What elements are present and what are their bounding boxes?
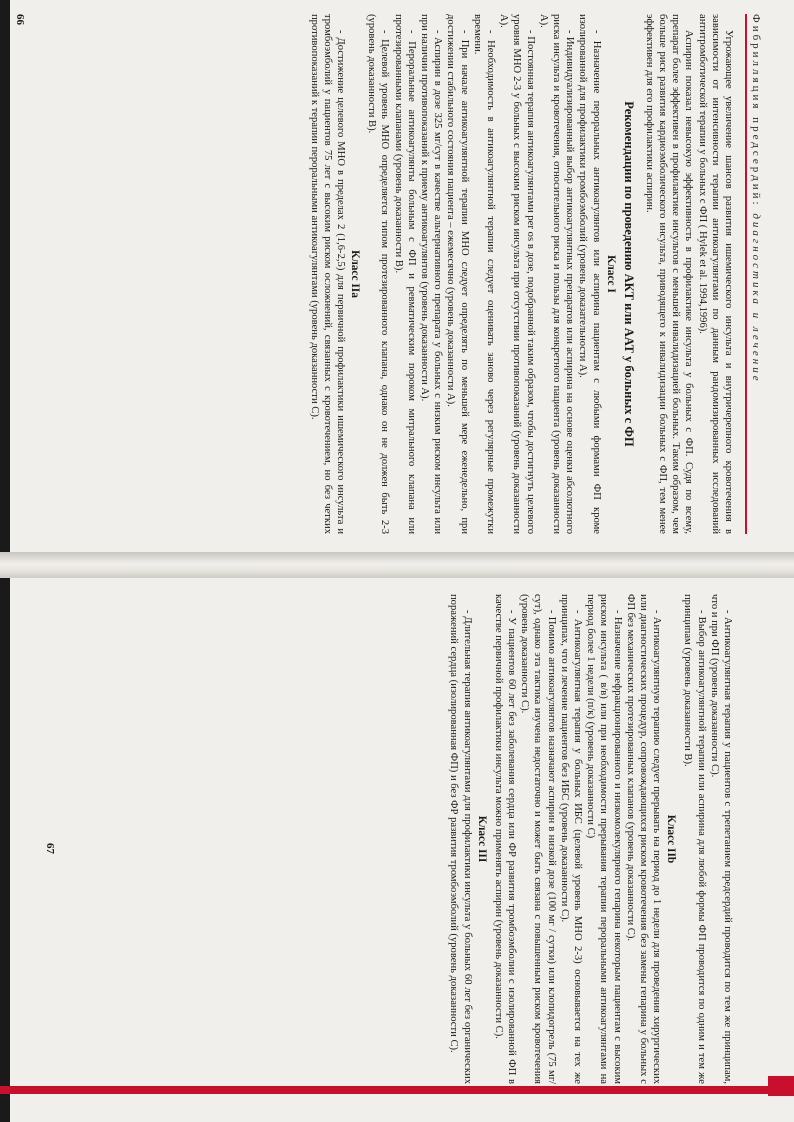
- page-number: 67: [44, 843, 56, 854]
- class-heading: Класс I: [604, 255, 617, 293]
- recommendation-item: - Пероральные антикоагулянты больным с ФП и ревматическим пороком митрального клапана или протезированными клапанами (уровень доказанности В).: [392, 14, 417, 534]
- paragraph: Угрожающее увеличение шансов развития ишемического инсульта и внутричерепного кровотечения в зависимости от интенсивности терапии антикоагулянтами по данным рандомизированных исследований антитромботической терапии у больных с ФП ( Hylek et al. 1994,1996).: [696, 14, 734, 534]
- recommendation-item: - Длительная терапия антикоагулянтами для профилактики инсульта у больных 60 лет без органических поражений сердца (изолированная ФП) и без ФР развития тромбоэмболий (уровень доказанности С).: [448, 594, 473, 1084]
- header-title: Фибрилляция предсердий:: [750, 14, 762, 208]
- class-heading: Класс IIb: [665, 814, 678, 864]
- class-heading: Класс IIa: [348, 250, 361, 298]
- recommendation-item: - Целевой уровень МНО определяется типом протезированного клапана, однако он не должен быть 2-3 (уровень доказанности В).: [366, 14, 391, 534]
- page-67-column: [44, 594, 734, 1084]
- page-number: 66: [14, 14, 26, 25]
- recommendation-item: - Назначение пероральных антикоагулянтов или аспирина пациентам с любыми формами ФП кроме изолированной для профилактики тромбоэмболий (уровень доказательности А).: [577, 14, 602, 534]
- recommendation-item: - Антикоагулянтную терапию следует прерывать на период до 1 недели для проведения хирургических или диагностических процедур, сопровождающихся риском кровотечения без замены гепарина у больных с ФП без механических протезированных клапанов (уровень доказанности С).: [624, 594, 663, 1084]
- recommendation-item: - Достижение целевого МНО в пределах 2 (1,6-2,5) для первичной профилактики ишемического инсульта и тромбоэмболий у пациентов 75 лет с высоким риском осложнений, связанных с кровотечением, но без четких противопоказаний к терапии пероральными антикоагулянтами (уровень доказанности С).: [308, 14, 346, 534]
- section-title: Рекомендации по проведению АКТ или ААТ у больных с ФП: [621, 101, 636, 447]
- book-gutter: [0, 552, 794, 578]
- recommendation-item: - Постоянная терапия антикоагулянтами per os в дозе, подобранной таким образом, чтобы достигнуть целевого уровня МНО 2-3 у больных с высоким риском инсульта при отсутствии противопоказаний (уровень доказанности А).: [498, 14, 536, 534]
- page-66-column: [14, 14, 762, 534]
- recommendation-item: - Антикоагулянтная терапия у больных ИБС (целевой уровень МНО 2-3) основывается на тех же принципах, что и лечение пациентов без ИБС (уровень доказанности С).: [558, 594, 583, 1084]
- class-heading: Класс III: [475, 815, 488, 863]
- recommendation-item: - Выбор антикоагулянтной терапии или аспирина для любой формы ФП проводится по одним и тем же принципам (уровень доказанности В).: [682, 594, 707, 1084]
- page-66: [0, 0, 794, 552]
- recommendation-item: - При начале антикоагулянтной терапии МНО следует определять по меньшей мере еженедельно, при достижении стабильного состояния пациента – ежемесячно (уровень доказанности А).: [445, 14, 470, 534]
- recommendation-item: - Индивидуализированный выбор антикоагулянтных препаратов или аспирина на основе оценки абсолютного риска инсульта и кровотечения, относительного риска и пользы для конкретного пациента (уровень доказанности А).: [537, 14, 576, 534]
- recommendation-item: - Помимо антикоагулянтов назначают аспирин в низкой дозе (100 мг / сутки) или клопидогрель (75 мг/сут), однако эта тактика изучена недостаточно и может быть связана с повышенным риском кровотечения (уровень доказанности С).: [519, 594, 557, 1084]
- page-67: [0, 578, 794, 1098]
- recommendation-item: - Аспирин в дозе 325 мг/сут в качестве альтернативного препарата у больных с низким риском инсульта или при наличии противопоказаний к приему антикоагулянтов (уровень доказанности А).: [418, 14, 444, 534]
- header-subtitle: диагностика и лечение: [750, 213, 762, 384]
- recommendation-item: - Антикоагулянтная терапия у пациентов с трепетанием предсердий проводится по тем же принципам, что и при ФП (уровень доказанности С).: [708, 594, 733, 1084]
- recommendation-item: - Назначение нефракционированного и низкомолекулярного гепарина некоторым пациентам с высоким риском инсульта ( в/в) или при необходимости прерывания терапии пероральными антикоагулянтами на период более 1 недели (п/к) (уровень доказанности С): [585, 594, 623, 1084]
- recommendation-item: - У пациентов 60 лет без заболевания сердца или ФР развития тромбоэмболии с изолированной ФП в качестве первичной профилактики инсульта можно применять аспирин (уровень доказанности С).: [492, 594, 517, 1084]
- recommendation-item: - Необходимость в антикоагулянтной терапии следует оценивать заново через регулярные промежутки времени.: [471, 14, 496, 534]
- paragraph: Аспирин показал невысокую эффективность в профилактике инсульта у больных с ФП. Судя по всему, препарат более эффективен в профилактике инсультов с меньшей инвалидизацией больных. Таким образом, чем больше риск развития кардиоэмболического инсульта, приводящего к инвалидизации больных с ФП, тем менее эффективен для его профилактики аспирин.: [643, 14, 695, 534]
- running-header: [745, 14, 762, 534]
